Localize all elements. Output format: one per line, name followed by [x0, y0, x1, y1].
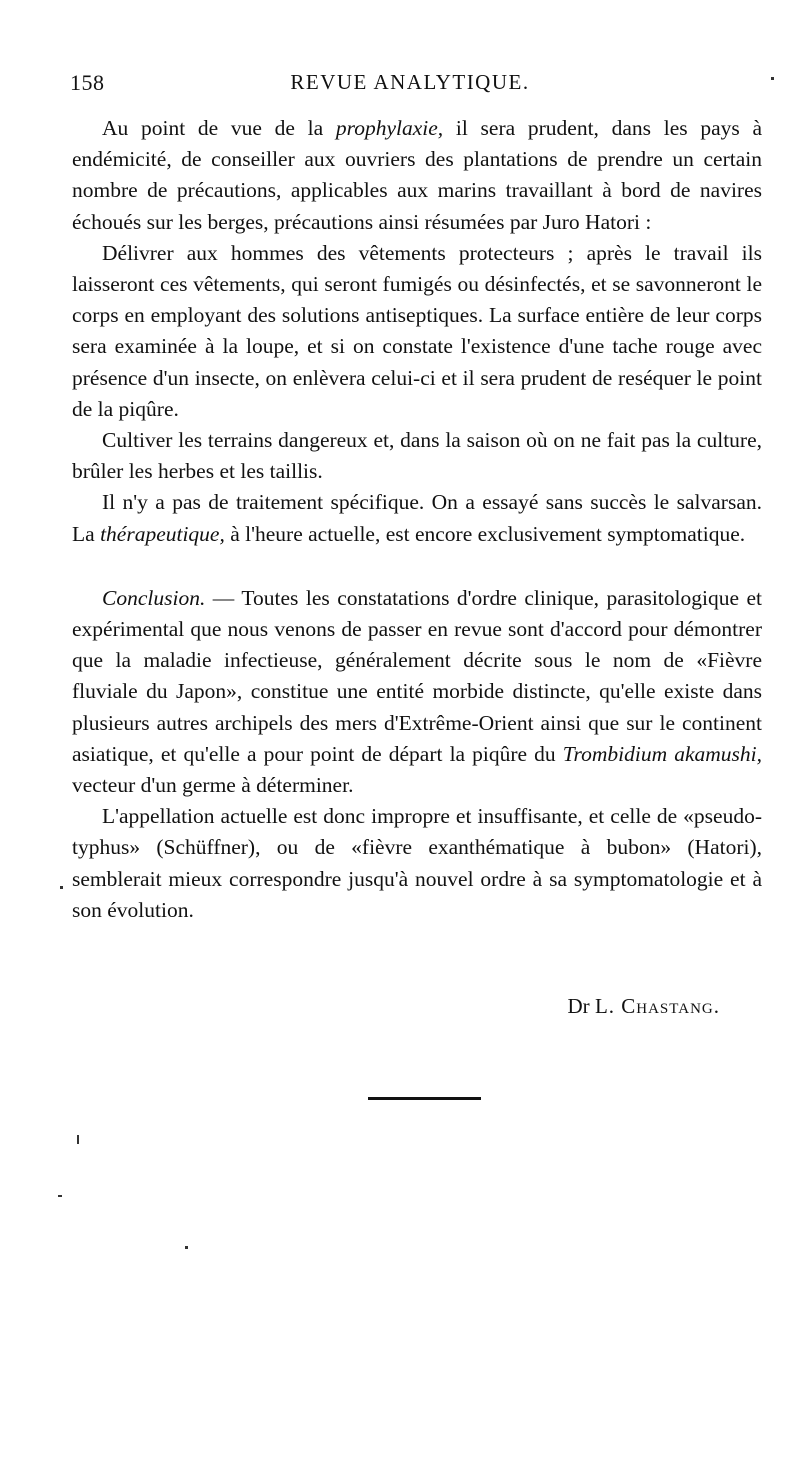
- paragraph-text: — Toutes les constatations d'ordre clinique, parasitologique et expérimental que nous venons de passer en revue sont d'accord pour démontrer que la maladie infectieuse, généralement décrite sous le nom de «Fièvre fluviale du Japon», constitue une entité morbide distincte, qu'elle existe dans plusieurs autres archipels des mers d'Extrême-Orient ainsi que sur le continent asiatique, et qu'elle a pour point de départ la piqûre du: [72, 585, 762, 766]
- paragraph-prophylaxie: [72, 113, 762, 238]
- signature-name: L. Chastang.: [594, 994, 720, 1018]
- paragraph-vetements: Délivrer aux hommes des vêtements protecteurs ; après le travail ils laisseront ces vêtements, qui seront fumigés ou désinfectés, et se savonneront le corps en employant des solutions antiseptiques. La surface entière de leur corps sera examinée à la loupe, et si on constate l'existence d'une tache rouge avec présence d'un insecte, on enlèvera celui-ci et il sera prudent de reséquer le point de la piqûre.: [72, 240, 762, 421]
- emphasis-prophylaxie: prophylaxie,: [335, 116, 444, 140]
- closing-rule: [368, 1097, 481, 1100]
- paragraph-text: à l'heure actuelle, est encore exclusivement symptomatique.: [224, 521, 746, 546]
- conclusion-heading: Conclusion.: [102, 585, 206, 610]
- paragraph-conclusion: [72, 583, 762, 801]
- scan-speck: [60, 886, 63, 889]
- emphasis-therapeutique: thérapeutique,: [100, 521, 225, 546]
- scan-speck: [185, 1246, 188, 1249]
- paragraph-appellation: L'appellation actuelle est donc impropre et insuffisante, et celle de «pseudo-typhus» (Schüffner), ou de «fièvre exanthématique à bubon» (Hatori), semblerait mieux correspondre jusqu'à nouvel ordre à sa symptomatologie et à son évolution.: [72, 804, 762, 922]
- paragraph-text: Au point de vue de la: [102, 116, 336, 140]
- signature-prefix: Dr: [567, 994, 590, 1018]
- scan-speck: [771, 77, 774, 80]
- paragraph-text: il sera prudent, dans les pays à endémicité, de conseiller aux ouvriers des plantations de prendre un certain nombre de précautions, applicables aux marins travaillant à bord de navires échoués sur les berges, précautions ainsi résumées par Juro Hatori :: [72, 116, 762, 234]
- page-number: 158: [70, 70, 105, 95]
- scan-speck: [77, 1135, 79, 1144]
- author-signature: [568, 994, 720, 1019]
- running-head: REVUE ANALYTIQUE.: [290, 70, 530, 94]
- paragraph-traitement: [72, 487, 762, 549]
- paragraph-text: vecteur d'un germe à déterminer.: [72, 773, 354, 798]
- paragraph-terrains: Cultiver les terrains dangereux et, dans la saison où on ne fait pas la culture, brûler les herbes et les taillis.: [72, 428, 762, 484]
- article-body: [72, 113, 762, 926]
- page-header: [70, 70, 750, 104]
- emphasis-trombidium: Trombidium akamushi,: [562, 741, 762, 766]
- scan-speck: [58, 1195, 62, 1197]
- paragraph-text: Il n'y a pas de traitement spécifique. On a essayé sans succès le salvarsan. La: [72, 490, 762, 546]
